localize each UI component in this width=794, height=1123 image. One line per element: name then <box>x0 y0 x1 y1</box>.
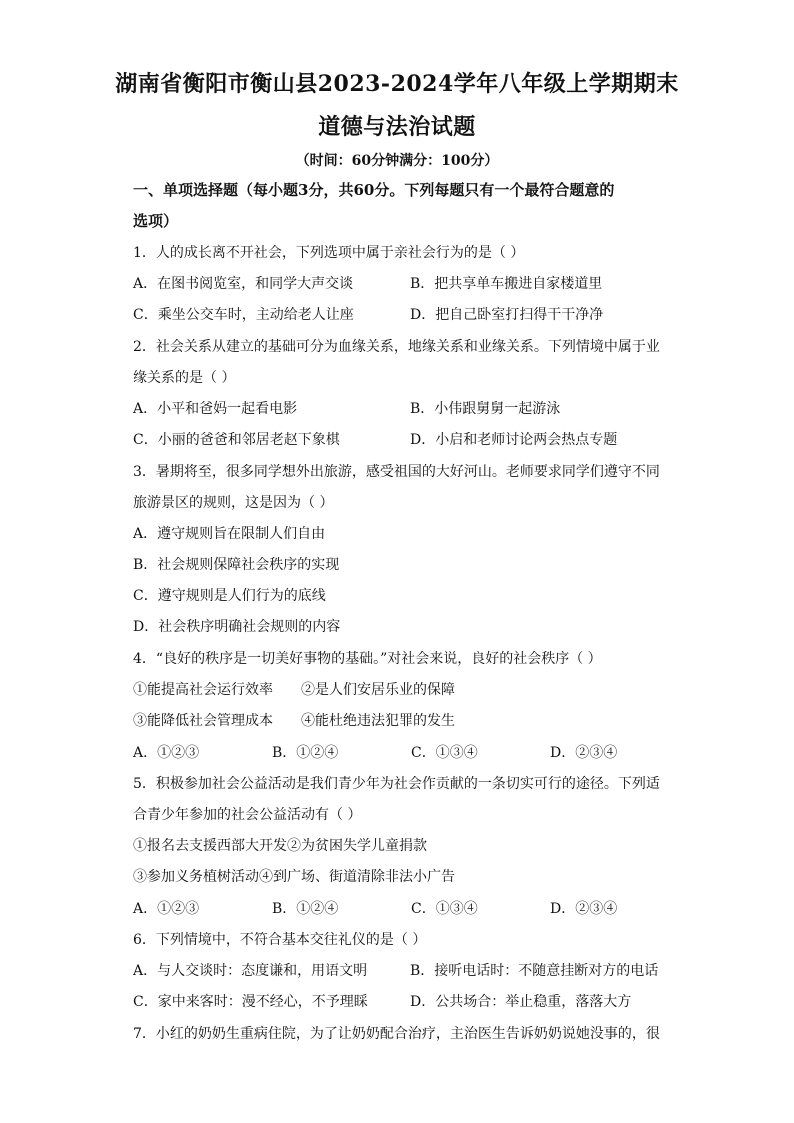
question-5-stem-cont: 合青少年参加的社会公益活动有（ ） <box>133 807 362 823</box>
question-1-option-b: B．把共享单车搬进自家楼道里 <box>410 276 603 292</box>
question-4-option-c: C．①③④ <box>411 745 478 761</box>
question-4-item-3: ③能降低社会管理成本 <box>133 713 273 729</box>
question-5-option-b: B．①②④ <box>272 901 339 917</box>
page-subject-title: 道德与法治试题 <box>318 114 476 140</box>
question-4-option-b: B．①②④ <box>272 745 339 761</box>
question-4-option-d: D．②③④ <box>550 745 618 761</box>
question-2-option-a: A．小平和爸妈一起看电影 <box>133 401 298 417</box>
question-1-option-c: C．乘坐公交车时，主动给老人让座 <box>133 307 354 323</box>
question-3-stem-cont: 旅游景区的规则，这是因为（ ） <box>133 495 334 511</box>
question-4-item-1: ①能提高社会运行效率 <box>133 682 273 698</box>
question-4-item-2: ②是人们安居乐业的保障 <box>301 682 455 698</box>
question-4-option-a: A．①②③ <box>133 745 200 761</box>
question-3-option-a: A．遵守规则旨在限制人们自由 <box>133 526 326 542</box>
question-3-option-d: D．社会秩序明确社会规则的内容 <box>133 619 341 635</box>
question-1-option-d: D．把自己卧室打扫得干干净净 <box>410 307 604 323</box>
section-heading-cont: 选项） <box>133 212 179 230</box>
question-6-option-b: B．接听电话时：不随意挂断对方的电话 <box>410 963 659 979</box>
question-1-option-a: A．在图书阅览室，和同学大声交谈 <box>133 276 354 292</box>
question-5-items-2: ③参加义务植树活动④到广场、街道清除非法小广告 <box>133 869 455 885</box>
question-6-option-c: C．家中来客时：漫不经心，不予理睬 <box>133 994 368 1010</box>
question-2-option-c: C．小丽的爸爸和邻居老赵下象棋 <box>133 432 340 448</box>
question-3-option-b: B．社会规则保障社会秩序的实现 <box>133 557 340 573</box>
question-6-option-a: A．与人交谈时：态度谦和，用语文明 <box>133 963 368 979</box>
question-2-option-b: B．小伟跟舅舅一起游泳 <box>410 401 561 417</box>
question-2-stem: 2．社会关系从建立的基础可分为血缘关系，地缘关系和业缘关系。下列情境中属于业 <box>133 339 660 355</box>
question-5-option-d: D．②③④ <box>550 901 618 917</box>
question-4-item-4: ④能杜绝违法犯罪的发生 <box>301 713 455 729</box>
section-heading: 一、单项选择题（每小题3分，共60分。下列每题只有一个最符合题意的 <box>133 181 615 199</box>
page-title: 湖南省衡阳市衡山县2023-2024学年八年级上学期期末 <box>115 71 679 97</box>
question-3-stem: 3．暑期将至，很多同学想外出旅游，感受祖国的大好河山。老师要求同学们遵守不同 <box>133 464 660 480</box>
question-6-stem: 6．下列情境中，不符合基本交往礼仪的是（ ） <box>133 932 427 948</box>
question-5-option-a: A．①②③ <box>133 901 200 917</box>
question-6-option-d: D．公共场合：举止稳重，落落大方 <box>410 994 632 1010</box>
question-7-stem: 7．小红的奶奶生重病住院，为了让奶奶配合治疗，主治医生告诉奶奶说她没事的，很 <box>133 1026 660 1042</box>
question-1-stem: 1．人的成长离不开社会，下列选项中属于亲社会行为的是（ ） <box>133 245 525 261</box>
question-2-stem-cont: 缘关系的是（ ） <box>133 370 236 386</box>
question-2-option-d: D．小启和老师讨论两会热点专题 <box>410 432 618 448</box>
exam-time-score: （时间：60分钟满分：100分） <box>295 153 499 169</box>
question-5-stem: 5．积极参加社会公益活动是我们青少年为社会作贡献的一条切实可行的途径。下列适 <box>133 776 660 792</box>
question-5-option-c: C．①③④ <box>411 901 478 917</box>
question-5-items-1: ①报名去支援西部大开发②为贫困失学儿童捐款 <box>133 838 427 854</box>
question-3-option-c: C．遵守规则是人们行为的底线 <box>133 588 326 604</box>
question-4-stem: 4．“良好的秩序是一切美好事物的基础。”对社会来说，良好的社会秩序（ ） <box>133 651 602 667</box>
